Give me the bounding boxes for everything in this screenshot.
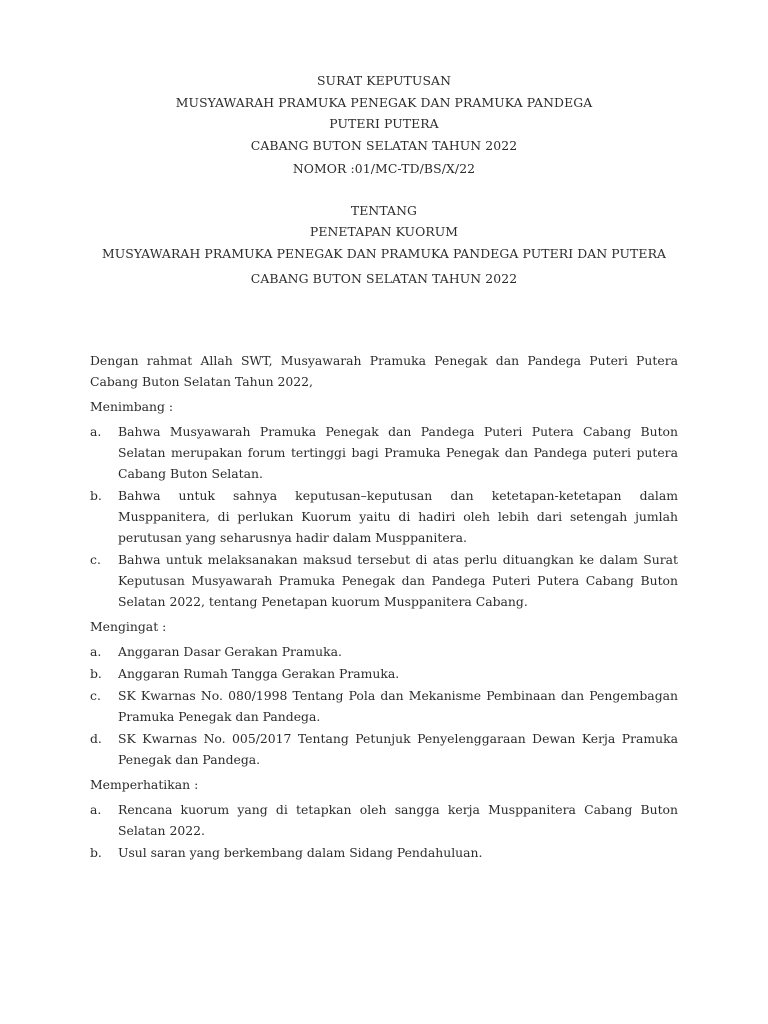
- list-item: [90, 549, 678, 612]
- decree-title: SURAT KEPUTUSAN: [316, 73, 452, 88]
- list-item: [90, 663, 678, 684]
- decree-title-line4: CABANG BUTON SELATAN TAHUN 2022: [250, 137, 518, 153]
- list-item: [90, 842, 678, 863]
- memperhatikan-list: [90, 799, 678, 863]
- mengingat-heading: Mengingat :: [90, 619, 167, 634]
- mengingat-list: [90, 641, 678, 770]
- document-header: [90, 70, 678, 289]
- subject-branch-year: CABANG BUTON SELATAN TAHUN 2022: [250, 270, 518, 286]
- list-item-text: Bahwa untuk sahnya keputusan–keputusan dan ketetapan-ketetapan dalam Musppanitera, di perlukan Kuorum yaitu di hadiri oleh lebih dari setengah jumlah perutusan yang seharusnya hadir dalam Musppanitera.: [118, 488, 678, 545]
- menimbang-list: [90, 421, 678, 612]
- decree-number: NOMOR :01/MC-TD/BS/X/22: [292, 161, 476, 176]
- list-item-text: Bahwa untuk melaksanakan maksud tersebut di atas perlu dituangkan ke dalam Surat Keputusan Musyawarah Pramuka Penegak dan Pandega Puteri Putera Cabang Buton Selatan 2022, tentang Penetapan kuorum Musppanitera Cabang.: [118, 552, 678, 609]
- subject-title: PENETAPAN KUORUM: [309, 224, 459, 239]
- list-marker: b.: [90, 488, 102, 503]
- list-item: [90, 421, 678, 484]
- list-marker: d.: [90, 731, 102, 746]
- subject-block: [90, 200, 678, 290]
- list-item-text: Rencana kuorum yang di tetapkan oleh sangga kerja Musppanitera Cabang Buton Selatan 2022.: [118, 802, 678, 838]
- menimbang-heading: Menimbang :: [90, 399, 174, 414]
- decree-title-line3: PUTERI PUTERA: [329, 116, 439, 131]
- memperhatikan-heading: Memperhatikan :: [90, 777, 199, 792]
- list-marker: a.: [90, 424, 102, 439]
- list-item-text: Anggaran Dasar Gerakan Pramuka.: [118, 644, 342, 659]
- list-marker: a.: [90, 644, 102, 659]
- list-item: [90, 799, 678, 841]
- list-item-text: SK Kwarnas No. 005/2017 Tentang Petunjuk Penyelenggaraan Dewan Kerja Pramuka Penegak dan Pandega.: [118, 731, 678, 767]
- list-item-text: SK Kwarnas No. 080/1998 Tentang Pola dan Mekanisme Pembinaan dan Pengembagan Pramuka Penegak dan Pandega.: [118, 688, 678, 724]
- list-item: [90, 485, 678, 548]
- list-item-text: Anggaran Rumah Tangga Gerakan Pramuka.: [118, 666, 400, 681]
- list-marker: a.: [90, 802, 102, 817]
- list-item: [90, 641, 678, 662]
- subject-description: MUSYAWARAH PRAMUKA PENEGAK DAN PRAMUKA PANDEGA PUTERI DAN PUTERA: [101, 245, 667, 261]
- list-marker: b.: [90, 666, 102, 681]
- tentang-label: TENTANG: [350, 202, 418, 218]
- list-item-text: Usul saran yang berkembang dalam Sidang Pendahuluan.: [118, 845, 483, 860]
- list-marker: b.: [90, 845, 102, 860]
- decree-title-line2: MUSYAWARAH PRAMUKA PENEGAK DAN PRAMUKA PANDEGA: [175, 94, 593, 110]
- document-body: [90, 350, 678, 864]
- opening-paragraph: Dengan rahmat Allah SWT, Musyawarah Pramuka Penegak dan Pandega Puteri Putera Cabang Buton Selatan Tahun 2022,: [90, 353, 678, 389]
- list-item-text: Bahwa Musyawarah Pramuka Penegak dan Pandega Puteri Putera Cabang Buton Selatan merupakan forum tertinggi bagi Pramuka Penegak dan Pandega puteri putera Cabang Buton Selatan.: [118, 424, 678, 481]
- list-marker: c.: [90, 688, 101, 703]
- list-item: [90, 728, 678, 770]
- list-item: [90, 685, 678, 727]
- list-marker: c.: [90, 552, 101, 567]
